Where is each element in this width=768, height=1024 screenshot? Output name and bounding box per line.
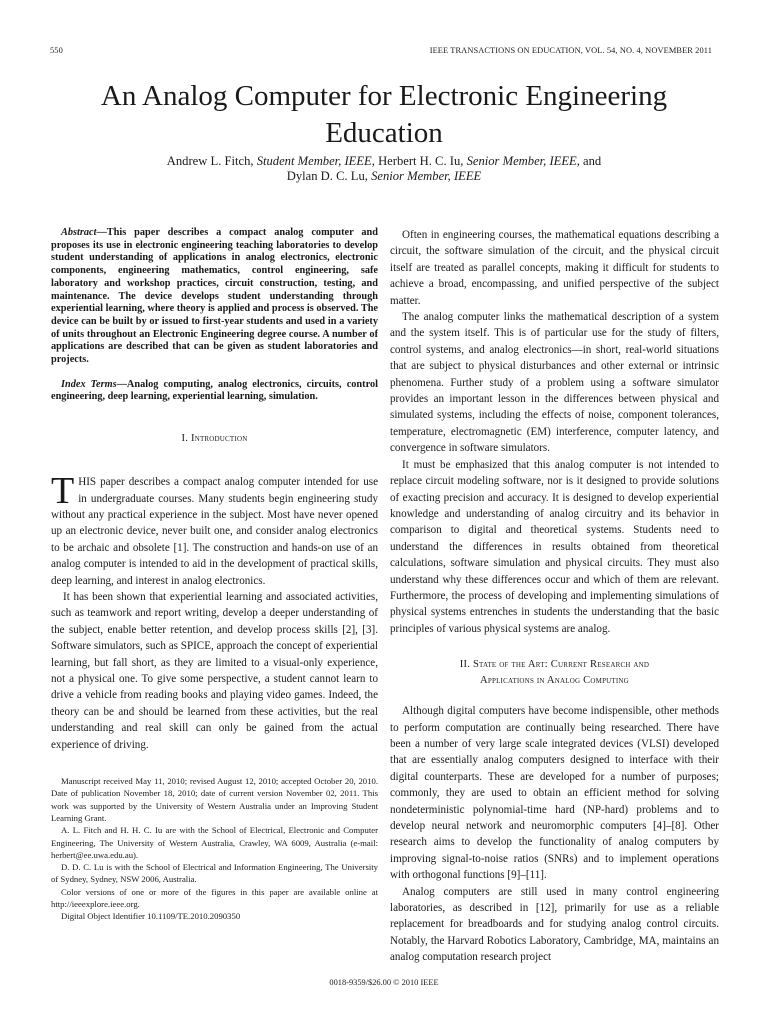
footnote-doi: Digital Object Identifier 10.1109/TE.2010.2090350 (61, 911, 241, 922)
footnotes (51, 775, 378, 923)
index-terms-label: Index Terms (61, 378, 117, 390)
body-paragraph: It must be emphasized that this analog computer is not intended to replace circuit modeling software, nor is it designed to provide solutions of exacting precision and accuracy. It is designed to develop experiential knowledge and understanding of analog circuitry and its behavior in comparison to digital and theoretical systems. Students need to understand the differences in results obtained from theoretical calculations, software simulation and physical circuits. They must also understand why these differences occur and which of them are relevant. Furthermore, the process of developing and implementing simulations of physical systems entrenches in students the understanding that the basic principles of various physical systems are analog. (390, 458, 719, 635)
footnote-affiliation: D. D. C. Lu is with the School of Electrical and Information Engineering, The University of Sydney, Sydney, NSW 2006, Australia. (51, 862, 378, 885)
body-paragraph: Often in engineering courses, the mathematical equations describing a circuit, the software simulation of the circuit, and the physical circuit itself are treated as parallel concepts, making it difficult for students to achieve a broad, encompassing, and unified perspective of the subject matter. (390, 229, 719, 307)
copyright-line: 0018-9359/$26.00 © 2010 IEEE (329, 978, 439, 987)
author-name: Andrew L. Fitch, (166, 154, 254, 168)
body-paragraph: Analog computers are still used in many control engineering laboratories, as described in [12], primarily for use as a reliable replacement for breadboards and for studying analog control circuits. Notably, the Harvard Robotics Laboratory, Cambridge, MA, maintains an analog computation research project (390, 885, 719, 964)
abstract (51, 227, 378, 367)
section-title: Introduction (190, 433, 248, 445)
author-membership: Senior Member, IEEE (371, 169, 482, 183)
section-heading-introduction (51, 432, 378, 446)
abstract-label: Abstract (61, 227, 97, 238)
section-heading-state-of-the-art (390, 657, 719, 689)
left-column (51, 227, 378, 923)
running-header (50, 46, 712, 58)
footnote-color-note: Color versions of one or more of the figures in this paper are available online at http://ieeexplore.ieee.org. (51, 886, 378, 910)
right-column (390, 227, 719, 966)
body-paragraph (51, 470, 378, 589)
page-number: 550 (50, 46, 63, 55)
index-terms (51, 379, 378, 404)
author-name: Dylan D. C. Lu, (286, 169, 368, 183)
section-number: I. (181, 433, 189, 445)
abstract-text: —This paper describes a compact analog computer and proposes its use in electronic engineering teaching laboratories to develop student understanding of applications in analog electronics, electronic components, engineering mathematics, control engineering, safe laboratory and workshop practices, circuit construction, testing, and maintenance. The device develops student understanding through experiential learning, where theory is applied and process is observed. The device can be built by or issued to first-year students and used in a variety of units throughout an Electronic Engineering degree course. A number of applications are described that can be given as student laboratories and projects. (51, 227, 378, 366)
author-membership: Student Member, IEEE, (256, 154, 375, 168)
body-paragraph: It has been shown that experiential learning and associated activities, such as teamwork and report writing, develop a deeper understanding of the subject, enable better retention, and develop process skills [2], [3]. Software simulators, such as SPICE, approach the concept of experiential learning, but fall short, as they are limited to a visual-only experience, not a physical one. To give some perspective, a student cannot learn to drive a vehicle from reading books and playing video games. Indeed, the theory can be and should be learned from these activities, but the real understanding and real skill can only be gained from the actual experience of driving. (51, 590, 378, 751)
section-title: State of the Art: Current Research and (472, 659, 650, 671)
paragraph-text: HIS paper describes a compact analog computer intended for use in undergraduate courses. Many students begin engineering study without any practical experience in the subject. Most have never opened up an electronic device, never built one, and consider analog electronics to be archaic and obsolete [1]. The construction and hands-on use of an analog computer is intended to aid in the development of practical skills, deep learning, and interest in analog electronics. (51, 476, 378, 587)
paper-title: An Analog Computer for Electronic Engineering Education (100, 80, 668, 149)
author-name: Herbert H. C. Iu, (378, 154, 464, 168)
section-number: II. (459, 659, 471, 671)
section-title: Applications in Analog Computing (480, 675, 629, 687)
journal-citation: IEEE TRANSACTIONS ON EDUCATION, VOL. 54, NO. 4, NOVEMBER 2011 (429, 46, 712, 55)
author-conjunction: and (583, 154, 602, 168)
author-list (60, 154, 708, 184)
index-terms-text: —Analog computing, analog electronics, circuits, control engineering, deep learning, experiential learning, simulation. (51, 378, 378, 403)
footnote-manuscript: Manuscript received May 11, 2010; revised August 12, 2010; accepted October 20, 2010. Date of publication November 18, 2010; date of current version November 02, 2011. This work was supported by the University of Western Australia under an Improving Student Learning Grant. (51, 776, 378, 823)
footnote-affiliation: A. L. Fitch and H. H. C. Iu are with the School of Electrical, Electronic and Computer Engineering, The University of Western Australia, Crawley, WA 6009, Australia (e-mail: herbert@ee.uwa.edu.au). (51, 825, 378, 860)
author-membership: Senior Member, IEEE, (466, 154, 580, 168)
drop-cap: T (51, 470, 75, 513)
body-paragraph: Although digital computers have become indispensible, other methods to perform computation are continually being researched. There have been a number of very large scale integrated devices (VLSI) developed that are essentially analog computers designed to interface with their digital counterparts. These are developed for a number of purposes; commonly, they are used to obtain an efficient method for solving nondeterministic polynomial-time hard (NP-hard) problems and to develop neural network and neuromorphic computers [4]–[8]. Other research aims to develop the functionality of analog computers by improving signal-to-noise ratios (SNRs) and to implement operations with orthogonal functions [9]–[11]. (390, 705, 719, 882)
body-paragraph: The analog computer links the mathematical description of a system and the system itself. This is of particular use for the study of filters, control systems, and analog electronics—in short, real-world situations that are subject to physical disturbances and other external or intrinsic phenomena. Further study of a problem using a software simulator provides an important lesson in the differences between physical and simulated systems, including the effects of noise, component tolerances, temperature, electromagnetic (EM) interference, computer latency, and convergence in software simulators. (390, 311, 719, 455)
